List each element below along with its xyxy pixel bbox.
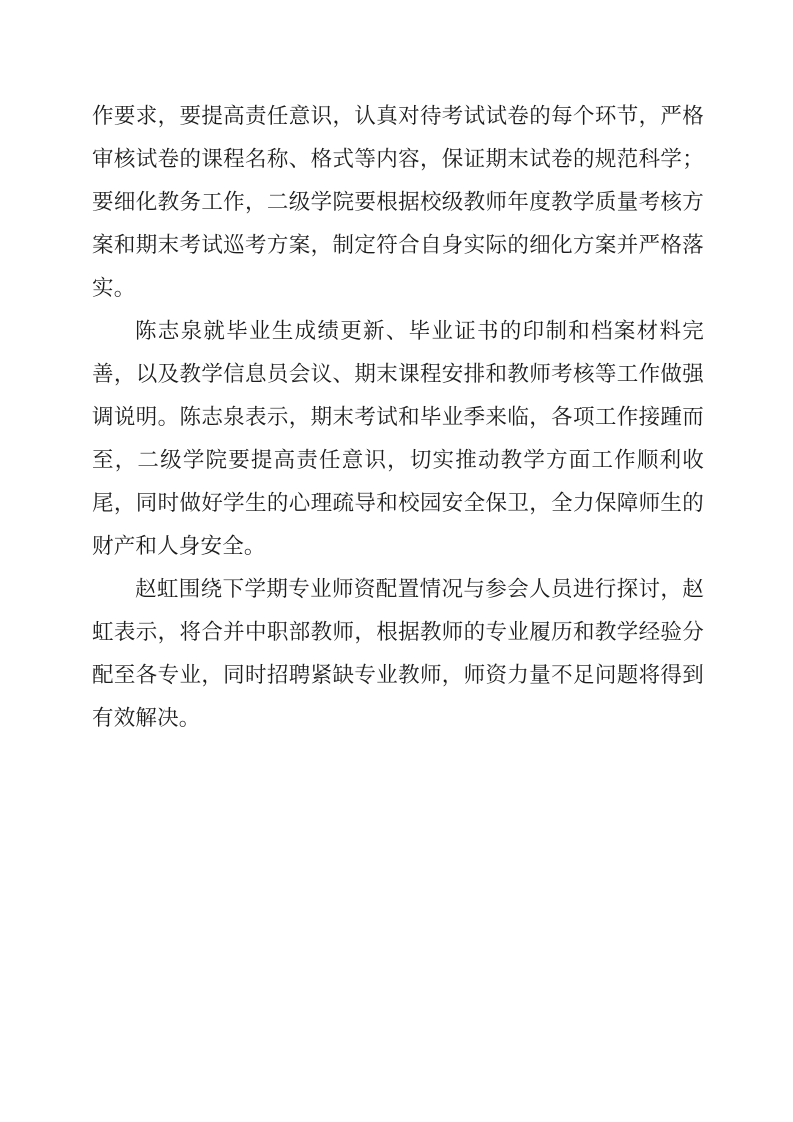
paragraph-zhao-hong: 赵虹围绕下学期专业师资配置情况与参会人员进行探讨，赵虹表示，将合并中职部教师，根据教师的专业履历和教学经验分配至各专业，同时招聘紧缺专业教师，师资力量不足问题将得到有效解决。 — [92, 577, 704, 730]
document-body — [92, 95, 704, 740]
paragraph-chen-zhiquan: 陈志泉就毕业生成绩更新、毕业证书的印制和档案材料完善，以及教学信息员会议、期末课程安排和教师考核等工作做强调说明。陈志泉表示，期末考试和毕业季来临，各项工作接踵而至，二级学院要提高责任意识，切实推动教学方面工作顺利收尾，同时做好学生的心理疏导和校园安全保卫，全力保障师生的财产和人身安全。 — [92, 319, 704, 558]
paragraph-continued: 作要求，要提高责任意识，认真对待考试试卷的每个环节，严格审核试卷的课程名称、格式等内容，保证期末试卷的规范科学；要细化教务工作，二级学院要根据校级教师年度教学质量考核方案和期末考试巡考方案，制定符合自身实际的细化方案并严格落实。 — [92, 104, 704, 300]
